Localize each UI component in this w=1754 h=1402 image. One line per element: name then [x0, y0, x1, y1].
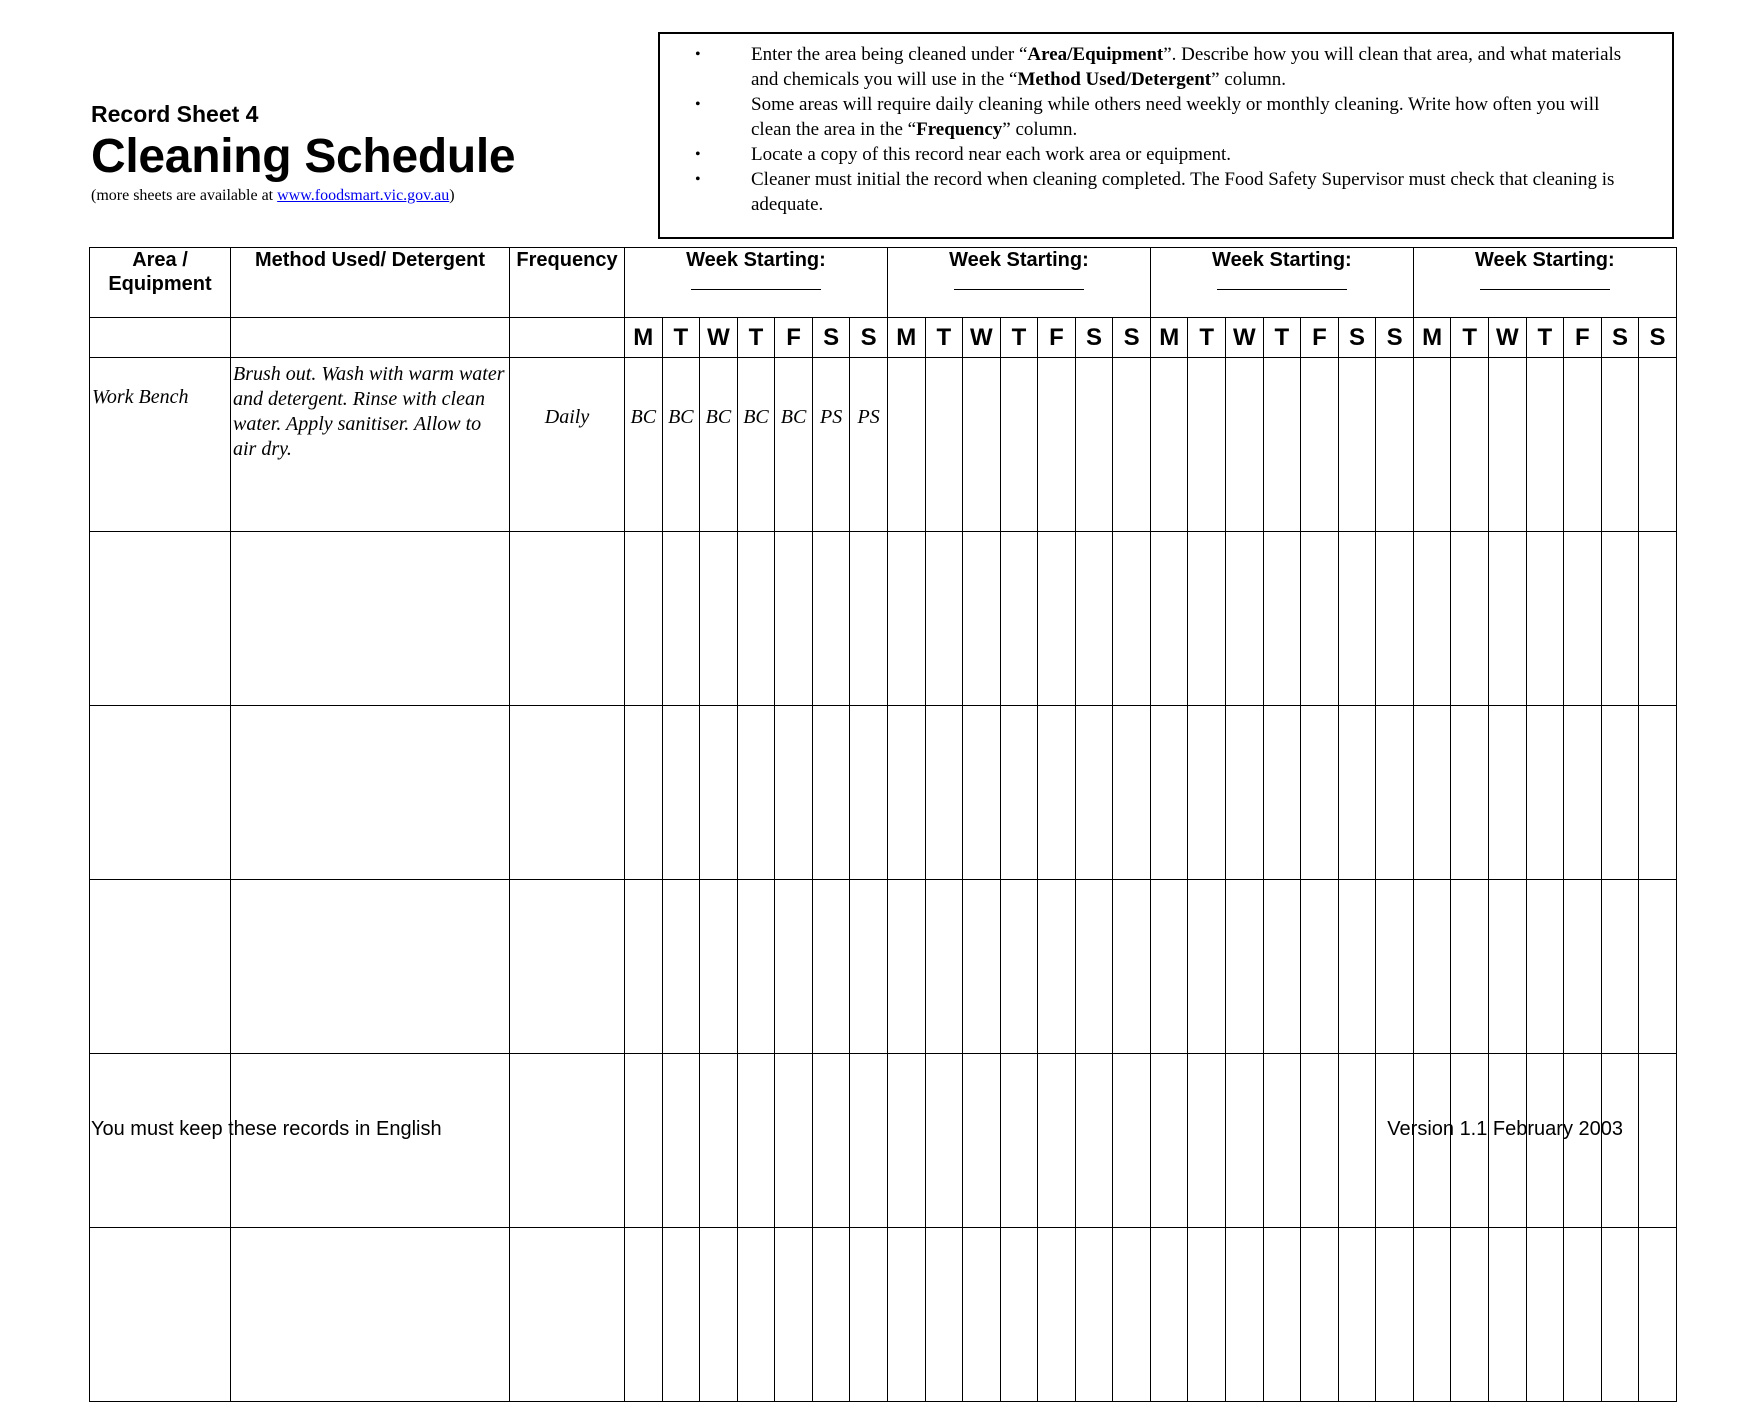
initials-cell[interactable]: [1601, 1228, 1639, 1402]
initials-cell[interactable]: [1301, 358, 1339, 532]
initials-cell[interactable]: BC: [775, 358, 813, 532]
day-header: T: [1526, 318, 1564, 358]
initials-cell[interactable]: [1038, 880, 1076, 1054]
day-row-area-blank: [90, 318, 231, 358]
initials-cell[interactable]: [700, 532, 738, 706]
week-starting-header: [887, 248, 1150, 318]
initials-cell[interactable]: [737, 706, 775, 880]
initials-cell[interactable]: [1263, 706, 1301, 880]
instruction-text: ” column.: [1211, 69, 1287, 90]
week-starting-label: Week Starting:: [949, 249, 1089, 271]
initials-cell[interactable]: [1488, 706, 1526, 880]
initials-cell[interactable]: [1226, 1228, 1264, 1402]
initials-cell[interactable]: [1150, 532, 1188, 706]
instruction-item: [695, 92, 1642, 142]
initials-cell[interactable]: [850, 1228, 888, 1402]
initials-cell[interactable]: [662, 1054, 700, 1228]
week-date-blank-line[interactable]: [1480, 277, 1610, 290]
initials-cell[interactable]: [887, 532, 925, 706]
initials-cell[interactable]: [1639, 1228, 1677, 1402]
footer-english-note: You must keep these records in English: [91, 1118, 442, 1140]
frequency-cell[interactable]: Daily: [510, 358, 625, 532]
initials-cell[interactable]: [1301, 1228, 1339, 1402]
initials-cell[interactable]: [1226, 358, 1264, 532]
initials-cell[interactable]: BC: [737, 358, 775, 532]
initials-cell[interactable]: [1188, 532, 1226, 706]
initials-cell[interactable]: [1338, 532, 1376, 706]
initials-cell[interactable]: [1488, 358, 1526, 532]
initials-cell[interactable]: [887, 1054, 925, 1228]
initials-cell[interactable]: [1526, 358, 1564, 532]
day-header: W: [1226, 318, 1264, 358]
col-header-method: Method Used/ Detergent: [231, 248, 510, 318]
instructions-box: [658, 32, 1674, 239]
initials-cell[interactable]: BC: [625, 358, 663, 532]
more-sheets-prefix: (more sheets are available at: [91, 187, 278, 204]
initials-cell[interactable]: [1150, 1054, 1188, 1228]
instruction-item: [695, 42, 1642, 92]
initials-cell[interactable]: [1338, 706, 1376, 880]
initials-cell[interactable]: [1451, 358, 1489, 532]
initials-cell[interactable]: [1226, 880, 1264, 1054]
initials-cell[interactable]: [662, 1228, 700, 1402]
initials-cell[interactable]: [1601, 706, 1639, 880]
initials-cell[interactable]: [700, 880, 738, 1054]
initials-cell[interactable]: [1263, 1228, 1301, 1402]
initials-cell[interactable]: [1150, 1228, 1188, 1402]
cleaning-schedule-table: [89, 247, 1677, 1402]
area-cell[interactable]: [90, 1228, 231, 1402]
initials-cell[interactable]: [1226, 532, 1264, 706]
initials-cell[interactable]: [1188, 1054, 1226, 1228]
day-header: F: [1038, 318, 1076, 358]
initials-cell[interactable]: [1000, 532, 1038, 706]
frequency-cell[interactable]: [510, 1054, 625, 1228]
initials-cell[interactable]: [925, 706, 963, 880]
week-starting-header: [1413, 248, 1676, 318]
initials-cell[interactable]: [662, 706, 700, 880]
initials-cell[interactable]: [1075, 880, 1113, 1054]
initials-cell[interactable]: [1000, 358, 1038, 532]
instruction-text: ”. Describe how you will clean that area, and what materials and chemicals you will use in the “: [751, 44, 1622, 90]
initials-cell[interactable]: [925, 358, 963, 532]
col-header-frequency: Frequency: [510, 248, 625, 318]
week-starting-label: Week Starting:: [1475, 249, 1615, 271]
initials-cell[interactable]: [963, 706, 1001, 880]
initials-cell[interactable]: [1564, 1228, 1602, 1402]
initials-cell[interactable]: [1263, 880, 1301, 1054]
initials-cell[interactable]: [1038, 706, 1076, 880]
initials-cell[interactable]: [1451, 1228, 1489, 1402]
initials-cell[interactable]: [1338, 880, 1376, 1054]
initials-cell[interactable]: [1413, 706, 1451, 880]
day-header: W: [700, 318, 738, 358]
table-row: [90, 706, 1677, 880]
table-row: [90, 532, 1677, 706]
initials-cell[interactable]: [625, 706, 663, 880]
initials-cell[interactable]: [925, 1054, 963, 1228]
instruction-text: Some areas will require daily cleaning while others need weekly or monthly cleaning. Write how often you will clean the area in the “: [751, 94, 1600, 140]
initials-cell[interactable]: [1150, 706, 1188, 880]
day-row-method-blank: [231, 318, 510, 358]
initials-cell[interactable]: [1188, 880, 1226, 1054]
initials-cell[interactable]: [812, 1228, 850, 1402]
initials-cell[interactable]: [1413, 1228, 1451, 1402]
initials-cell[interactable]: [1226, 1054, 1264, 1228]
initials-cell[interactable]: [1376, 706, 1414, 880]
initials-cell[interactable]: [737, 1228, 775, 1402]
initials-cell[interactable]: [1301, 1054, 1339, 1228]
initials-cell[interactable]: [1038, 532, 1076, 706]
week-starting-label: Week Starting:: [1212, 249, 1352, 271]
instruction-item: [695, 167, 1642, 217]
initials-cell[interactable]: [700, 1054, 738, 1228]
initials-cell[interactable]: [1113, 1054, 1151, 1228]
initials-cell[interactable]: [1488, 1228, 1526, 1402]
day-header: W: [1488, 318, 1526, 358]
initials-cell[interactable]: [1564, 880, 1602, 1054]
day-header: M: [887, 318, 925, 358]
week-date-blank-line[interactable]: [954, 277, 1084, 290]
method-cell[interactable]: [231, 532, 510, 706]
week-starting-header: [1150, 248, 1413, 318]
instruction-text: Enter the area being cleaned under “: [751, 44, 1028, 65]
initials-cell[interactable]: [963, 1228, 1001, 1402]
initials-cell[interactable]: [1075, 1054, 1113, 1228]
day-header: T: [737, 318, 775, 358]
initials-cell[interactable]: [812, 1054, 850, 1228]
method-cell[interactable]: Brush out. Wash with warm water and detergent. Rinse with clean water. Apply sanitiser. Allow to air dry.: [231, 358, 510, 532]
initials-cell[interactable]: [625, 1054, 663, 1228]
day-header: S: [1338, 318, 1376, 358]
initials-cell[interactable]: [1000, 706, 1038, 880]
initials-cell[interactable]: [1263, 1054, 1301, 1228]
more-sheets-suffix: ): [449, 187, 455, 204]
initials-cell[interactable]: [1301, 880, 1339, 1054]
initials-cell[interactable]: [1075, 358, 1113, 532]
day-header: T: [925, 318, 963, 358]
area-cell[interactable]: Work Bench: [90, 358, 231, 532]
initials-cell[interactable]: [1376, 880, 1414, 1054]
initials-cell[interactable]: [1526, 880, 1564, 1054]
initials-cell[interactable]: [925, 532, 963, 706]
day-header: W: [963, 318, 1001, 358]
day-header: M: [1150, 318, 1188, 358]
initials-cell[interactable]: [1150, 358, 1188, 532]
initials-cell[interactable]: [1413, 532, 1451, 706]
week-date-blank-line[interactable]: [1217, 277, 1347, 290]
initials-cell[interactable]: [662, 532, 700, 706]
instruction-text: ” column.: [1002, 119, 1078, 140]
initials-cell[interactable]: [887, 1228, 925, 1402]
initials-cell[interactable]: [662, 880, 700, 1054]
initials-cell[interactable]: [963, 358, 1001, 532]
method-cell[interactable]: [231, 1228, 510, 1402]
area-cell[interactable]: [90, 532, 231, 706]
initials-cell[interactable]: [1038, 358, 1076, 532]
initials-cell[interactable]: [775, 706, 813, 880]
initials-cell[interactable]: [1601, 358, 1639, 532]
day-header: F: [1564, 318, 1602, 358]
initials-cell[interactable]: [1000, 1228, 1038, 1402]
initials-cell[interactable]: [737, 532, 775, 706]
initials-cell[interactable]: [1038, 1054, 1076, 1228]
frequency-cell[interactable]: [510, 706, 625, 880]
initials-cell[interactable]: [887, 358, 925, 532]
initials-cell[interactable]: [1301, 532, 1339, 706]
initials-cell[interactable]: [625, 532, 663, 706]
initials-cell[interactable]: [1564, 706, 1602, 880]
initials-cell[interactable]: [1263, 532, 1301, 706]
initials-cell[interactable]: [1000, 880, 1038, 1054]
week-date-blank-line[interactable]: [691, 277, 821, 290]
initials-cell[interactable]: [963, 532, 1001, 706]
day-header: S: [1639, 318, 1677, 358]
initials-cell[interactable]: [925, 1228, 963, 1402]
initials-cell[interactable]: [775, 1228, 813, 1402]
area-cell[interactable]: [90, 880, 231, 1054]
initials-cell[interactable]: [1075, 1228, 1113, 1402]
page-title: Cleaning Schedule: [91, 130, 516, 183]
initials-cell[interactable]: [625, 1228, 663, 1402]
day-header: T: [1263, 318, 1301, 358]
day-header: S: [1113, 318, 1151, 358]
initials-cell[interactable]: [1526, 1228, 1564, 1402]
initials-cell[interactable]: [1639, 532, 1677, 706]
initials-cell[interactable]: [775, 532, 813, 706]
initials-cell[interactable]: [1113, 532, 1151, 706]
method-cell[interactable]: [231, 880, 510, 1054]
initials-cell[interactable]: [1488, 880, 1526, 1054]
record-sheet-label: Record Sheet 4: [91, 101, 259, 127]
initials-cell[interactable]: [1526, 532, 1564, 706]
initials-cell[interactable]: [775, 1054, 813, 1228]
instruction-text: Locate a copy of this record near each work area or equipment.: [751, 144, 1232, 165]
initials-cell[interactable]: [1639, 880, 1677, 1054]
day-header: S: [850, 318, 888, 358]
initials-cell[interactable]: [1451, 706, 1489, 880]
frequency-cell[interactable]: [510, 532, 625, 706]
table-row: [90, 880, 1677, 1054]
initials-cell[interactable]: [812, 706, 850, 880]
initials-cell[interactable]: [1188, 358, 1226, 532]
initials-cell[interactable]: [1376, 358, 1414, 532]
initials-cell[interactable]: [700, 1228, 738, 1402]
initials-cell[interactable]: PS: [812, 358, 850, 532]
frequency-cell[interactable]: [510, 1228, 625, 1402]
initials-cell[interactable]: [625, 880, 663, 1054]
initials-cell[interactable]: [1639, 1054, 1677, 1228]
initials-cell[interactable]: [1564, 532, 1602, 706]
day-header: M: [625, 318, 663, 358]
initials-cell[interactable]: [1188, 1228, 1226, 1402]
table-row: [90, 1228, 1677, 1402]
initials-cell[interactable]: [1075, 532, 1113, 706]
initials-cell[interactable]: [1150, 880, 1188, 1054]
initials-cell[interactable]: [1639, 706, 1677, 880]
initials-cell[interactable]: [1338, 1228, 1376, 1402]
day-row-frequency-blank: [510, 318, 625, 358]
initials-cell[interactable]: [1451, 880, 1489, 1054]
initials-cell[interactable]: [1301, 706, 1339, 880]
day-header: M: [1413, 318, 1451, 358]
day-header: T: [662, 318, 700, 358]
initials-cell[interactable]: BC: [662, 358, 700, 532]
initials-cell[interactable]: [887, 706, 925, 880]
footer-version: Version 1.1 February 2003: [1387, 1118, 1623, 1140]
initials-cell[interactable]: [850, 1054, 888, 1228]
instruction-bold-term: Area/Equipment: [1027, 44, 1164, 65]
initials-cell[interactable]: [1601, 532, 1639, 706]
day-header: S: [1376, 318, 1414, 358]
day-header: F: [775, 318, 813, 358]
initials-cell[interactable]: [737, 1054, 775, 1228]
initials-cell[interactable]: [1376, 1228, 1414, 1402]
initials-cell[interactable]: [1263, 358, 1301, 532]
day-header-row: [90, 318, 1677, 358]
instruction-bold-term: Frequency: [916, 119, 1003, 140]
initials-cell[interactable]: [1075, 706, 1113, 880]
initials-cell[interactable]: [925, 880, 963, 1054]
method-cell[interactable]: [231, 706, 510, 880]
initials-cell[interactable]: [1113, 1228, 1151, 1402]
initials-cell[interactable]: [1451, 532, 1489, 706]
initials-cell[interactable]: [1639, 358, 1677, 532]
initials-cell[interactable]: [1113, 706, 1151, 880]
day-header: S: [812, 318, 850, 358]
initials-cell[interactable]: [1413, 880, 1451, 1054]
instruction-item: [695, 142, 1642, 167]
initials-cell[interactable]: [737, 880, 775, 1054]
initials-cell[interactable]: PS: [850, 358, 888, 532]
instructions-list: [660, 34, 1672, 217]
initials-cell[interactable]: [1113, 358, 1151, 532]
day-header: T: [1188, 318, 1226, 358]
initials-cell[interactable]: [850, 880, 888, 1054]
initials-cell[interactable]: [1226, 706, 1264, 880]
day-header: S: [1601, 318, 1639, 358]
header-block: [91, 100, 651, 206]
week-starting-label: Week Starting:: [686, 249, 826, 271]
initials-cell[interactable]: [1338, 358, 1376, 532]
foodsmart-link[interactable]: www.foodsmart.vic.gov.au: [277, 187, 450, 204]
area-cell[interactable]: [90, 706, 231, 880]
table-row: [90, 358, 1677, 532]
initials-cell[interactable]: [1338, 1054, 1376, 1228]
week-starting-header: [625, 248, 888, 318]
initials-cell[interactable]: [963, 880, 1001, 1054]
initials-cell[interactable]: [812, 532, 850, 706]
initials-cell[interactable]: [850, 706, 888, 880]
header-row: [90, 248, 1677, 318]
initials-cell[interactable]: [963, 1054, 1001, 1228]
initials-cell[interactable]: [1526, 706, 1564, 880]
initials-cell[interactable]: [1601, 880, 1639, 1054]
initials-cell[interactable]: [1488, 532, 1526, 706]
day-header: S: [1075, 318, 1113, 358]
initials-cell[interactable]: BC: [700, 358, 738, 532]
initials-cell[interactable]: [850, 532, 888, 706]
day-header: T: [1000, 318, 1038, 358]
initials-cell[interactable]: [700, 706, 738, 880]
more-sheets-note: [91, 186, 651, 206]
initials-cell[interactable]: [1188, 706, 1226, 880]
initials-cell[interactable]: [1113, 880, 1151, 1054]
initials-cell[interactable]: [1564, 358, 1602, 532]
instruction-text: Cleaner must initial the record when cleaning completed. The Food Safety Supervisor must check that cleaning is adequate.: [751, 169, 1615, 215]
initials-cell[interactable]: [812, 880, 850, 1054]
initials-cell[interactable]: [1413, 358, 1451, 532]
col-header-area: Area / Equipment: [90, 248, 231, 318]
initials-cell[interactable]: [1000, 1054, 1038, 1228]
day-header: T: [1451, 318, 1489, 358]
day-header: F: [1301, 318, 1339, 358]
initials-cell[interactable]: [887, 880, 925, 1054]
initials-cell[interactable]: [1376, 532, 1414, 706]
instruction-bold-term: Method Used/Detergent: [1017, 69, 1212, 90]
initials-cell[interactable]: [775, 880, 813, 1054]
initials-cell[interactable]: [1038, 1228, 1076, 1402]
frequency-cell[interactable]: [510, 880, 625, 1054]
